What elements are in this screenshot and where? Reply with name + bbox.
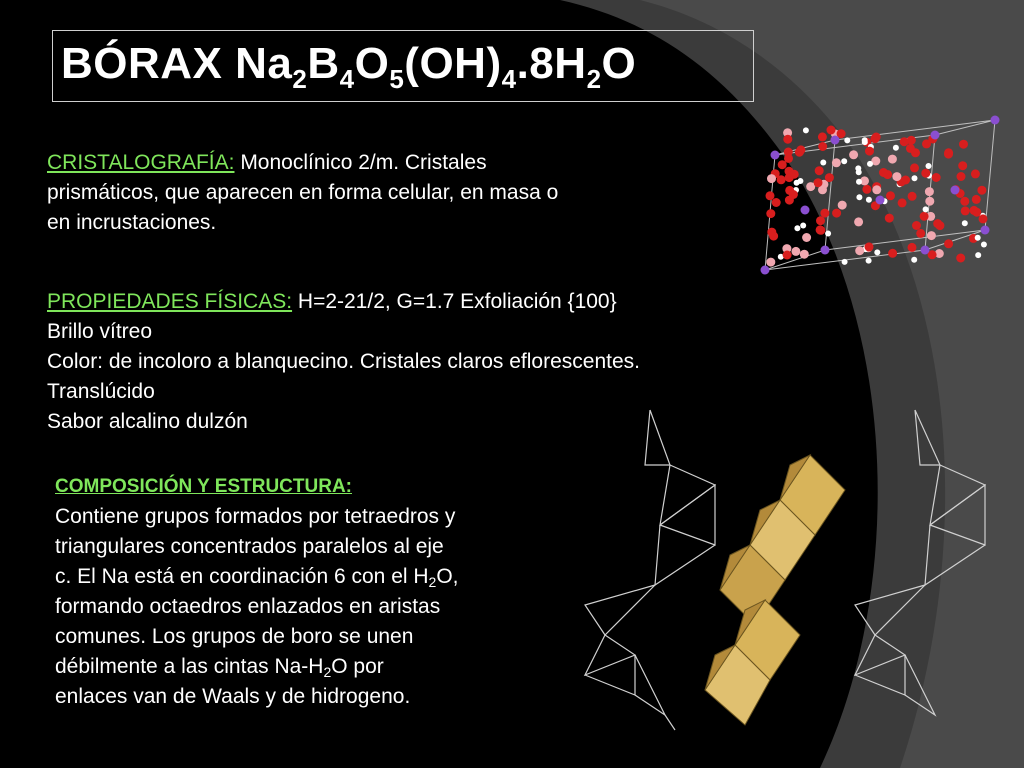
atom [892,172,901,181]
atom [769,232,778,241]
atom [898,198,907,207]
atom [932,173,941,182]
atom [790,170,799,179]
atom [849,150,858,159]
atom [888,155,897,164]
atom [778,160,787,169]
atom [893,145,899,151]
crystal-structure-image [745,100,1005,300]
atom [871,134,880,143]
composition-line: triangulares concentrados paralelos al eje [55,535,444,558]
atom [933,219,942,228]
atom [866,258,872,264]
atom [802,233,811,242]
atom [818,142,827,151]
atom [767,174,776,183]
sodium-atom [821,246,830,255]
atom [844,137,850,143]
atom [794,225,800,231]
atom [772,198,781,207]
atom [888,249,897,258]
atom [803,127,809,133]
sodium-atom [761,266,770,275]
atom [820,209,829,218]
sodium-atom [831,136,840,145]
atom [838,201,847,210]
atom [766,258,775,267]
atom [820,160,826,166]
atom [854,217,863,226]
atom [920,212,929,221]
sodium-atom [801,206,810,215]
atom [910,163,919,172]
atom [832,158,841,167]
slide-title: BÓRAX $Na_2B_4O_5(OH)_4.8H_2O$ [61,39,637,94]
atom [797,178,803,184]
atom [962,220,968,226]
atom [908,243,917,252]
atom [777,175,786,184]
atom [856,169,862,175]
atom [827,126,836,135]
physical-properties-heading: PROPIEDADES FÍSICAS: [47,290,293,313]
atom [944,150,953,159]
atom [886,191,895,200]
crystallography-line: prismáticos, que aparecen en forma celular, en masa o [47,181,559,204]
physical-line: Color: de incoloro a blanquecino. Cristales claros eflorescentes. [47,350,640,373]
atom [785,196,794,205]
atom [912,221,921,230]
atom [783,135,792,144]
composition-line: formando octaedros enlazados en aristas [55,595,441,618]
sodium-atom [771,151,780,160]
sodium-atom [951,186,960,195]
atom [925,197,934,206]
atom [970,206,979,215]
na-octahedra-ribbon [705,455,845,725]
atom [960,197,969,206]
atom [911,257,917,263]
atom [865,242,874,251]
atom [921,169,930,178]
physical-line: Translúcido [47,380,155,403]
composition-heading: COMPOSICIÓN Y ESTRUCTURA: [55,476,352,497]
atom [872,185,881,194]
composition-line: comunes. Los grupos de boro se unen [55,625,414,648]
crystallography-section [47,148,727,238]
atom [856,179,862,185]
composition-section [55,472,575,712]
atom [766,209,775,218]
composition-line: Contiene grupos formados por tetraedros y [55,505,456,528]
atom [944,239,953,248]
atom [814,178,823,187]
title-box [52,30,754,102]
atom [977,186,986,195]
atom [785,186,794,195]
atom [925,187,934,196]
atom [900,137,909,146]
structure-diagram [575,405,995,745]
sodium-atom [991,116,1000,125]
atom [916,229,925,238]
atom [783,251,792,260]
atom [972,195,981,204]
atom [800,250,809,259]
atom [958,161,967,170]
atom [832,209,841,218]
atom [766,191,775,200]
sodium-atom [921,246,930,255]
atom [818,132,827,141]
atom [927,231,936,240]
atom [959,140,968,149]
physical-line: Brillo vítreo [47,320,153,343]
atom [791,247,800,256]
atom [971,169,980,178]
composition-line: enlaces van de Waals y de hidrogeno. [55,685,411,708]
atom [911,148,920,157]
atom [885,214,894,223]
crystallography-line: Monoclínico 2/m. Cristales [234,151,487,174]
atom [979,214,988,223]
atom [862,137,868,143]
borate-chain-right [855,410,985,715]
atom [825,231,831,237]
atom [957,172,966,181]
atom [926,163,932,169]
atom [874,249,880,255]
atom [862,185,871,194]
sodium-atom [981,226,990,235]
atom [866,197,872,203]
atom [879,168,888,177]
atom [865,147,874,156]
atom [841,158,847,164]
composition-line: c. El Na está en coordinación 6 con el $H_2O$, [55,565,459,590]
atom [912,175,918,181]
atom [815,166,824,175]
atom [981,242,987,248]
atom [842,259,848,265]
atom [961,206,970,215]
atom [816,225,825,234]
atom [975,252,981,258]
atom [908,192,917,201]
atom [800,223,806,229]
crystallography-line: en incrustaciones. [47,211,217,234]
composition-line: débilmente a las cintas $Na-H_2O$ por [55,655,384,680]
physical-line: H=2-21/2, G=1.7 Exfoliación {100} [292,290,617,313]
sodium-atom [876,196,885,205]
physical-line: Sabor alcalino dulzón [47,410,248,433]
atom [956,254,965,263]
borate-chain-left [585,410,715,730]
atom [816,216,825,225]
atom [975,235,981,241]
atom [867,161,873,167]
atom [855,246,864,255]
atom [856,194,862,200]
sodium-atom [931,131,940,140]
atom [796,145,805,154]
atom [901,176,910,185]
crystallography-heading: CRISTALOGRAFÍA: [47,151,235,174]
atom [825,173,834,182]
atom [923,206,929,212]
